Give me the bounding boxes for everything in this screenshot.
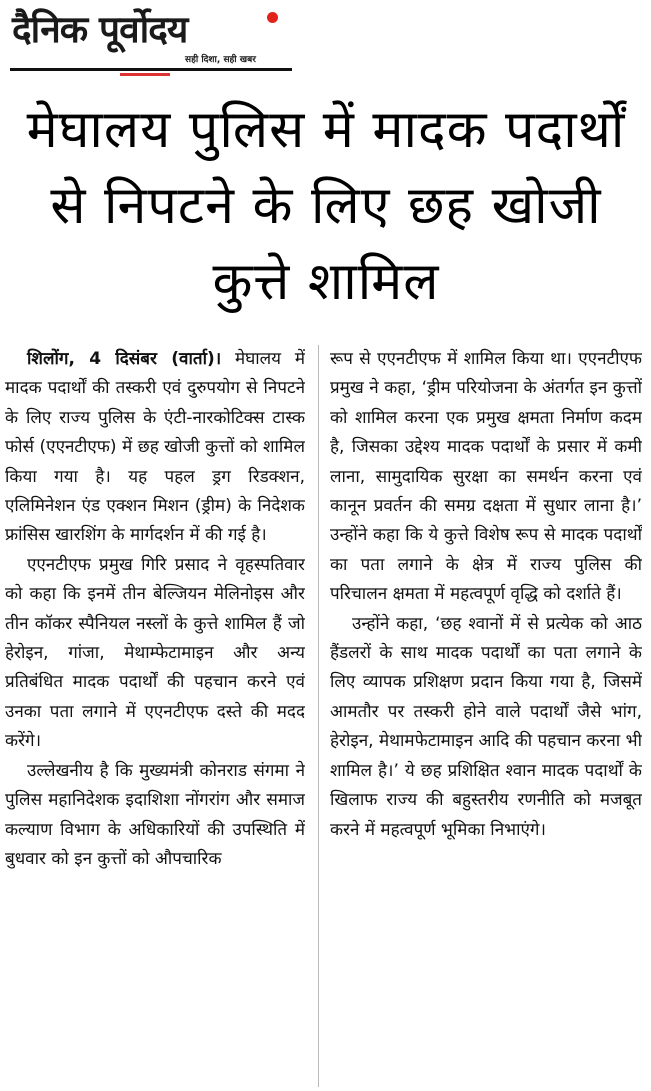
article-headline: मेघालय पुलिस में मादक पदार्थों से निपटने के लिए छह खोजी कुत्ते शामिल	[26, 100, 626, 312]
logo-dot-icon	[267, 12, 278, 23]
article-paragraph-5: उन्होंने कहा, ‘छह श्वानों में से प्रत्येक को आठ हैंडलरों के साथ मादक पदार्थों का पता लगाने के लिए व्यापक प्रशिक्षण प्रदान किया गया है, जिसमें आमतौर पर तस्करी होने वाले पदार्थों जैसे भांग, हेरोइन, मेथामफेटामाइन आदि की पहचान करना भी शामिल है।’ ये छह प्रशिक्षित श्वान मादक पदार्थों के खिलाफ राज्य की बहुस्तरीय रणनीति को मजबूत करने में महत्वपूर्ण भूमिका निभाएंगे।	[330, 613, 642, 840]
article-column-right	[330, 345, 642, 1087]
column-divider	[318, 345, 319, 1087]
article-paragraph-2: एएनटीएफ प्रमुख गिरि प्रसाद ने वृहस्पतिवार को कहा कि इनमें तीन बेल्जियन मेलिनोइस और तीन कॉकर स्पैनियल नस्लों के कुत्ते शामिल हैं जो हेरोइन, गांजा, मेथाम्फेटामाइन और अन्य प्रतिबंधित मादक पदार्थों की पहचान करने एवं उनका पता लगाने में एएनटीएफ दस्ते की मदद करेंगे।	[5, 554, 305, 752]
article-paragraph-4: रूप से एएनटीएफ में शामिल किया था। एएनटीएफ प्रमुख ने कहा, ‘ड्रीम परियोजना के अंतर्गत इन कुत्तों को शामिल करना एक प्रमुख क्षमता निर्माण कदम है, जिसका उद्देश्य मादक पदार्थों के प्रसार में कमी लाना, सामुदायिक सुरक्षा का समर्थन करना एवं कानून प्रवर्तन की समग्र दक्षता में सुधार लाना है।’ उन्होंने कहा कि ये कुत्ते विशेष रूप से मादक पदार्थों का पता लगाने के क्षेत्र में राज्य पुलिस की परिचालन क्षमता में महत्वपूर्ण वृद्धि को दर्शाते हैं।	[330, 349, 642, 605]
newspaper-tagline: सही दिशा, सही खबर	[185, 55, 256, 65]
masthead-accent-rule	[120, 73, 170, 76]
article-paragraph-1-text: मेघालय में मादक पदार्थों की तस्करी एवं दुरुपयोग से निपटने के लिए राज्य पुलिस के एंटी-नारकोटिक्स टास्क फोर्स (एएनटीएफ) में छह खोजी कुत्तों को शामिल किया गया है। यह पहल ड्रग रिडक्शन, एलिमिनेशन एंड एक्शन मिशन (ड्रीम) के निदेशक फ्रांसिस खारशिंग के मार्गदर्शन में की गई है।	[5, 349, 305, 546]
article-column-left	[5, 345, 305, 1087]
article-paragraph-1	[5, 345, 305, 551]
masthead-rule	[10, 68, 292, 71]
newspaper-logo: दैनिक पूर्वोदय	[12, 8, 188, 51]
article-dateline: शिलोंग, 4 दिसंबर (वार्ता)।	[27, 349, 222, 369]
article-paragraph-3: उल्लेखनीय है कि मुख्यमंत्री कोनराड संगमा ने पुलिस महानिदेशक इदाशिशा नोंगरांग और समाज कल्याण विभाग के अधिकारियों की उपस्थिति में बुधवार को इन कुत्तों को औपचारिक	[5, 760, 305, 869]
masthead	[10, 6, 292, 72]
